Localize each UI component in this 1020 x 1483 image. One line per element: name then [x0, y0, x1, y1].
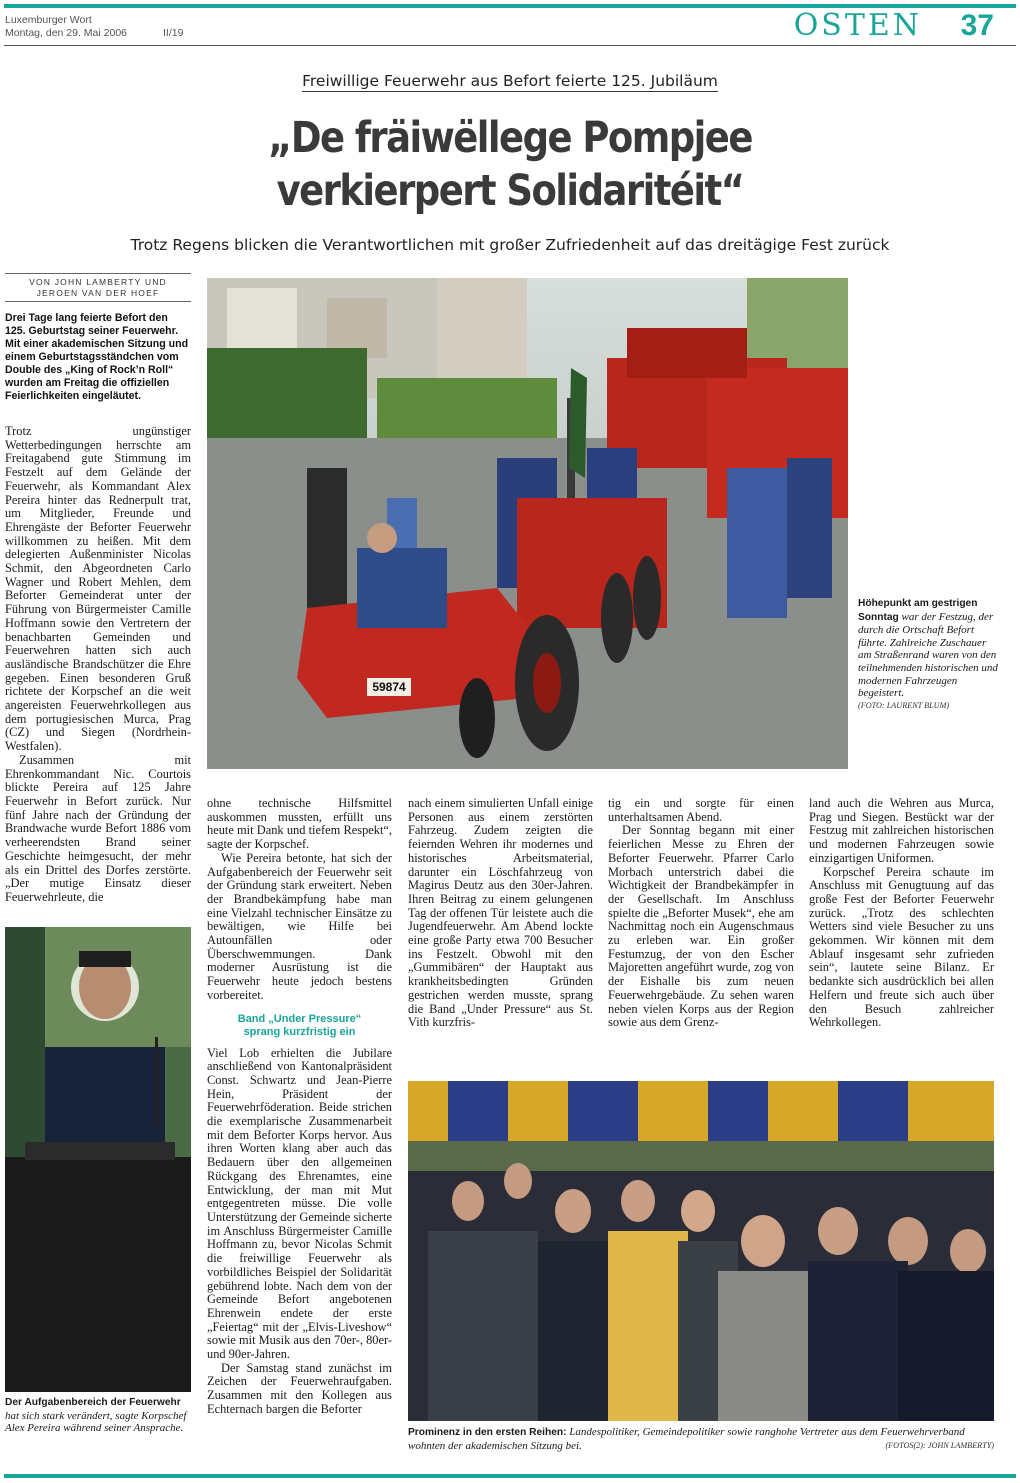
- speaker-photo: [5, 927, 191, 1392]
- text-column-5: [809, 797, 994, 1030]
- paragraph: Zusammen mit Ehrenkommandant Nic. Courtois blickte Pereira auf 125 Jahre Feuerwehr in Befort zurück. Nur fünf Jahre nach der Gründung der Brandwache wurde Befort 1886 vom verheerendsten Brand seiner Geschichte heimgesucht, der mehr als ein Drittel des Dorfes zerstörte. „Der mutige Einsatz dieser Feuerwehrleute, die: [5, 752, 191, 904]
- byline-rule-bottom: [5, 301, 191, 302]
- article-headline: [71, 112, 948, 218]
- byline-line-1: VON JOHN LAMBERTY UND: [29, 277, 167, 287]
- parade-caption: [858, 597, 998, 712]
- text-column-2: [207, 797, 392, 1417]
- audience-caption: [408, 1426, 994, 1452]
- paragraph: Wie Pereira betonte, hat sich der Aufgabenbereich der Feuerwehr seit der Gründung stark erweitert. Neben der Brandbekämpfung habe man eine Vielzahl technischer Einsätze zu bewältigen, wie Hilfe bei Autounfällen oder Überschwemmungen. Dank moderner Ausrüstung ist die Feuerwehr heute jedoch bestens vorbereitet.: [207, 850, 392, 1002]
- paragraph: Korpschef Pereira schaute im Anschluss mit Genugtuung auf das große Fest der Beforter Feuerwehr zurück. „Trotz des schlechten Wetters sind viele Besucher zu uns gekommen. Wir können mit dem Ablauf insgesamt sehr zufrieden sein“, lautete seine Bilanz. Er bedankte sich ausdrücklich bei allen Helfern und freute sich auch über den Besuch zahlreicher Wehrkollegen.: [809, 864, 994, 1030]
- caption-text: Landespolitiker, Gemeindepolitiker sowie ranghohe Vertreter aus dem Feuerwehrverband wohnten der akademischen Sitzung bei.: [408, 1426, 965, 1452]
- byline-line-2: JEROEN VAN DER HOEF: [36, 288, 160, 298]
- caption-lead: Prominenz in den ersten Reihen:: [408, 1427, 567, 1438]
- paragraph: ohne technische Hilfsmittel auskommen mussten, erfüllt uns heute mit Dank und tiefem Respekt“, sagte der Korpschef.: [207, 796, 392, 852]
- photo-credit: (FOTOS(2): JOHN LAMBERTY): [885, 1440, 994, 1450]
- masthead-info: [5, 14, 184, 40]
- page-code: II/19: [163, 27, 184, 39]
- issue-date: Montag, den 29. Mai 2006: [5, 27, 128, 39]
- headline-line-2: verkierpert Solidaritéit“: [276, 166, 744, 216]
- headline-line-1: „De fräiwëllege Pompjee: [268, 113, 752, 163]
- section-subhead: [207, 1013, 392, 1039]
- page-number: 37: [960, 9, 994, 42]
- parade-photo: [207, 278, 848, 769]
- caption-lead: Der Aufgabenbereich der Feuerwehr: [5, 1397, 181, 1408]
- parade-scene: [207, 278, 848, 769]
- caption-text: hat sich stark verändert, sagte Korpschef Alex Pereira während seiner Ansprache.: [5, 1409, 187, 1435]
- bottom-accent-bar: [4, 1474, 1016, 1478]
- tractor-plate: 59874: [372, 680, 406, 694]
- caption-text: war der Festzug, der durch die Ortschaft Befort führte. Zahlreiche Zuschauer am Straßenrand waren von den teilnehmenden historischen und modernen Fahrzeugen begeistert.: [858, 610, 998, 700]
- article-deck: Trotz Regens blicken die Verantwortlichen mit großer Zufriedenheit auf das dreitägige Fest zurück: [130, 236, 890, 254]
- text-column-3: [408, 797, 593, 1030]
- caption-lead: Höhepunkt am gestrigen Sonntag: [858, 598, 978, 623]
- byline-rule-top: [5, 273, 191, 274]
- paragraph: nach einem simulierten Unfall einige Personen aus einem zerstörten Fahrzeug. Zudem zeigten die feiernden Wehren ihr modernes und historisches Arbeitsmaterial, darunter ein Löschfahrzeug von Magirus Deutz aus den 30er-Jahren. Ihren Beitrag zu einem gelungenen Tag der offenen Tür leistete auch die Jugendfeuerwehr. Am Abend lockte eine große Party etwa 700 Besucher ins Festzelt. Obwohl mit den „Gummibären“ der Hauptakt aus krankheitsbedingten Gründen gestrichen werden musste, sprang die Band „Under Pressure“ aus St. Vith kurzfris-: [408, 796, 593, 1030]
- header-rule: [4, 45, 1016, 46]
- audience-photo: [408, 1081, 994, 1421]
- subhead-line-1: Band „Under Pressure“: [237, 1012, 362, 1025]
- article-kicker: Freiwillige Feuerwehr aus Befort feierte 125. Jubiläum: [302, 72, 718, 90]
- paper-name: Luxemburger Wort: [5, 14, 92, 26]
- speaker-caption: [5, 1396, 195, 1435]
- speaker-scene: [5, 927, 191, 1392]
- photo-credit: (FOTO: LAURENT BLUM): [858, 700, 950, 710]
- paragraph: tig ein und sorgte für einen unterhaltsamen Abend.: [608, 796, 794, 824]
- article-lead: Drei Tage lang feierte Befort den 125. Geburtstag seiner Feuerwehr. Mit einer akademischen Sitzung und einem Geburtstagsständchen vom Double des „King of Rock’n Roll“ wurden am Freitag die offiziellen Feierlichkeiten eingeläutet.: [5, 312, 189, 402]
- section-title: OSTEN: [793, 8, 922, 43]
- text-column-4: [608, 797, 794, 1030]
- paragraph: land auch die Wehren aus Murca, Prag und Siegen. Bestückt war der Festzug mit zahlreichen historischen und modernen Fahrzeugen sowie einzigartigen Uniformen.: [809, 796, 994, 865]
- paragraph: Trotz ungünstiger Wetterbedingungen herrschte am Freitagabend gute Stimmung im Festzelt auf dem Gelände der Feuerwehr, als Kommandant Alex Pereira hinter das Rednerpult trat, um Mitglieder, Freunde und Ehrengäste der Beforter Feuerwehr willkommen zu heißen. Mit dem delegierten Außenminister Nicolas Schmit, den Abgeordneten Carlo Wagner und Robert Mehlen, dem Beforter Gemeinderat unter der Führung von Bürgermeister Camille Hoffmann sowie den Vertretern der benachbarten Gemeinden und Feuerwehren hatten sich auch ausländische Brandschützer die Ehre gegeben. Einen besonderen Gruß richtete der Korpschef an die weit angereisten Feuerwehrkollegen aus dem portugiesischen Murca, Prag (CZ) und Siegen (Nordrhein-Westfalen).: [5, 424, 191, 754]
- audience-scene: [408, 1081, 994, 1421]
- paragraph: Der Sonntag begann mit einer feierlichen Messe zu Ehren der Beforter Feuerwehr. Pfarrer Carlo Morbach unterstrich dabei die Wichtigkeit der Brandbekämpfer in der Gesellschaft. Im Anschluss spielte die „Beforter Musek“, ehe am Nachmittag noch ein Augenschmaus zu erleben war. Ein großer Festumzug, der von den Escher Majoretten angeführt wurde, zog von der Eishalle bis zum neuen Feuerwehrgebäude. Zu sehen waren neben vielen Korps aus der Region sowie aus dem Grenz-: [608, 823, 794, 1030]
- paragraph: Der Samstag stand zunächst im Zeichen der Feuerwehraufgaben. Zusammen mit den Kollegen aus Echternach bargen die Beforter: [207, 1360, 392, 1416]
- subhead-line-2: sprang kurzfristig ein: [243, 1025, 356, 1038]
- text-column-1: [5, 425, 191, 905]
- article-byline: [5, 277, 191, 299]
- paragraph: Viel Lob erhielten die Jubilare anschließend von Kantonalpräsident Const. Schwartz und Jean-Pierre Hein, Präsident der Feuerwehrföderation. Beide strichen die exemplarische Zusammenarbeit mit dem Beforter Korps hervor. Aus ihren Worten klang aber auch das Bedauern über den allgemeinen Rückgang des Ehrenamtes, eine Entwicklung, der man mit Mut entgegentreten müsse. Die volle Unterstützung der Gemeinde sicherte im Anschluss Bürgermeister Camille Hoffmann zu, bevor Nicolas Schmit die freiwillige Feuerwehr als vorbildliches Beispiel der Solidarität gebührend lobte. Nach dem von der Gemeinde Befort angebotenen Ehrenwein endete der erste „Feiertag“ mit der „Elvis-Liveshow“ sowie mit Musik aus den 70er-, 80er- und 90er-Jahren.: [207, 1045, 392, 1362]
